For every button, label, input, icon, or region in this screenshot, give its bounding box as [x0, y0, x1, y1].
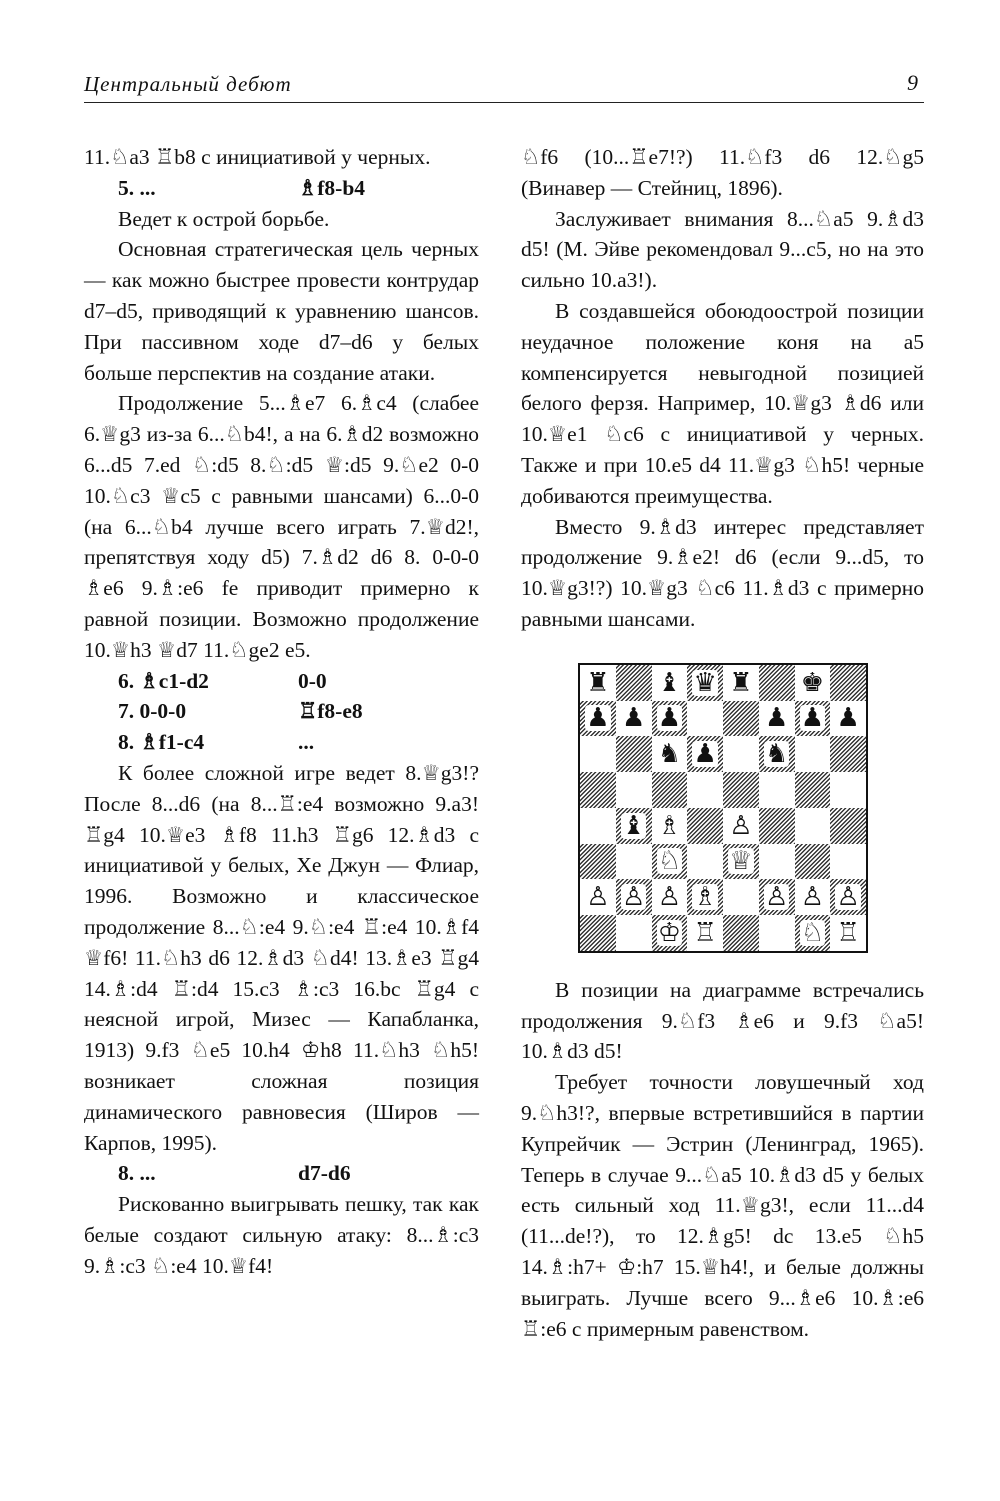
board-square	[723, 808, 759, 844]
board-square	[830, 736, 866, 772]
chess-piece: ♗	[657, 810, 682, 841]
chess-piece: ♟	[836, 703, 860, 734]
chess-piece: ♖	[836, 917, 860, 948]
board-square	[616, 879, 652, 915]
move-white: 8. ♗f1-c4	[118, 730, 205, 755]
board-square	[759, 915, 795, 951]
chess-piece: ♝	[657, 667, 682, 698]
board-square	[759, 808, 795, 844]
chess-piece: ♘	[657, 846, 682, 877]
chess-piece: ♙	[586, 882, 610, 913]
board-square	[687, 701, 723, 737]
chess-piece: ♙	[621, 882, 646, 913]
paragraph: ♘f6 (10...♖e7!?) 11.♘f3 d6 12.♘g5 (Винавер — Стейниц, 1896).	[521, 145, 924, 200]
board-square	[830, 808, 866, 844]
board-square	[580, 772, 616, 808]
chess-piece: ♙	[729, 810, 753, 841]
page-number: 9	[907, 70, 918, 95]
board-square	[830, 844, 866, 880]
board-square	[795, 915, 831, 951]
chess-board	[578, 663, 868, 953]
board-square	[616, 736, 652, 772]
board-square	[795, 772, 831, 808]
board-square	[580, 736, 616, 772]
chess-piece: ♕	[729, 846, 753, 877]
page-header	[84, 66, 924, 103]
chess-piece: ♟	[621, 703, 646, 734]
move-black: d7-d6	[298, 1161, 351, 1186]
board-square	[616, 844, 652, 880]
board-square	[580, 808, 616, 844]
move-black: ♖f8-e8	[298, 699, 363, 724]
move-line	[84, 666, 479, 697]
left-column	[84, 142, 479, 1281]
chess-piece: ♙	[764, 882, 789, 913]
board-square	[652, 701, 688, 737]
chess-piece: ♗	[693, 882, 717, 913]
board-square	[616, 701, 652, 737]
board-square	[687, 915, 723, 951]
chess-piece: ♖	[693, 917, 717, 948]
board-square	[759, 772, 795, 808]
board-square	[580, 879, 616, 915]
move-line	[84, 696, 479, 727]
chess-diagram	[578, 663, 868, 953]
board-square	[580, 665, 616, 701]
board-square	[723, 701, 759, 737]
paragraph: К более сложной игре ведет 8.♕g3!? После 8...d6 (на 8...♖:e4 возможно 9.a3! ♖g4 10.♕e3 ♗f8 11.h3 ♖g6 12.♗d3 с инициативой у белых, Хе Джун — Флиар, 1996. Возможно и классическое продолжение 8...♘:e4 9.♘:e4 ♖:e4 10.♗f4 ♕f6! 11.♘h3 d6 12.♗d3 ♘d4! 13.♗e3 ♖g4 14.♗:d4 ♖:d4 15.c3 ♗:c3 16.bc ♖g4 с неясной игрой, Мизес — Капабланка, 1913) 9.f3 ♘e5 10.h4 ♔h8 11.♘h3 ♘h5! возникает сложная позиция динамического равновесия (Широв — Карпов, 1995).	[84, 760, 479, 1155]
board-square	[795, 808, 831, 844]
board-square	[616, 915, 652, 951]
board-square	[580, 701, 616, 737]
chess-piece: ♜	[729, 667, 753, 698]
board-square	[723, 665, 759, 701]
board-square	[795, 879, 831, 915]
chess-piece: ♟	[764, 703, 789, 734]
board-square	[759, 879, 795, 915]
board-square	[830, 665, 866, 701]
board-square	[759, 665, 795, 701]
chess-piece: ♙	[836, 882, 860, 913]
board-square	[652, 736, 688, 772]
paragraph: В создавшейся обоюдоострой позиции неудачное положение коня на a5 компенсируется невыгодной позицией белого ферзя. Например, 10.♕g3 ♗d6 или 10.♕e1 ♘c6 с инициативой у черных. Также и при 10.e5 d4 11.♕g3 ♘h5! черные добиваются преимущества.	[521, 298, 924, 508]
paragraph: В позиции на диаграмме встречались продолжения 9.♘f3 ♗e6 и 9.f3 ♘a5! 10.♗d3 d5!	[521, 977, 924, 1064]
board-square	[687, 736, 723, 772]
board-square	[652, 915, 688, 951]
board-square	[687, 665, 723, 701]
paragraph: Продолжение 5...♗e7 6.♗c4 (слабее 6.♕g3 из-за 6...♘b4!, а на 6.♗d2 возможно 6...d5 7.ed ♘:d5 8.♘:d5 ♕:d5 9.♘e2 0-0 10.♘c3 ♕c5 с равными шансами) 6...0-0 (на 6...♘b4 лучше всего играть 7.♕d2!, препятствуя ходу d5) 7.♗d2 d6 8. 0-0-0 ♗e6 9.♗:e6 fe приводит примерно к равной позиции. Возможно продолжение 10.♕h3 ♕d7 11.♘ge2 e5.	[84, 391, 479, 662]
board-square	[687, 844, 723, 880]
board-square	[723, 915, 759, 951]
chess-piece: ♛	[693, 667, 717, 698]
board-square	[723, 772, 759, 808]
paragraph: Ведет к острой борьбе.	[118, 206, 330, 231]
board-square	[687, 772, 723, 808]
board-square	[652, 808, 688, 844]
board-square	[723, 736, 759, 772]
move-white: 5. ...	[118, 175, 156, 200]
chess-piece: ♙	[657, 882, 682, 913]
move-line	[84, 1158, 479, 1189]
chess-piece: ♟	[586, 703, 610, 734]
move-line	[84, 727, 479, 758]
move-line	[84, 173, 479, 204]
board-square	[580, 915, 616, 951]
board-square	[616, 665, 652, 701]
running-title: Центральный дебют	[84, 72, 292, 96]
board-square	[723, 879, 759, 915]
chess-piece: ♚	[800, 667, 825, 698]
board-square	[580, 844, 616, 880]
board-square	[830, 879, 866, 915]
board-square	[830, 915, 866, 951]
board-square	[795, 665, 831, 701]
chess-piece: ♙	[800, 882, 825, 913]
move-white: 6. ♗c1-d2	[118, 668, 209, 693]
paragraph: Вместо 9.♗d3 интерес представляет продолжение 9.♗e2! d6 (если 9...d5, то 10.♕g3!?) 10.♕g3 ♘c6 11.♗d3 с примерно равными шансами.	[521, 514, 924, 631]
chess-piece: ♞	[764, 739, 789, 770]
paragraph: Рискованно выигрывать пешку, так как белые создают сильную атаку: 8...♗:c3 9.♗:c3 ♘:e4 10.♕f4!	[84, 1192, 479, 1278]
move-white: 7. 0-0-0	[118, 699, 187, 724]
board-square	[687, 808, 723, 844]
board-square	[759, 736, 795, 772]
paragraph: Заслуживает внимания 8...♘a5 9.♗d3 d5! (М. Эйве рекомендовал 9...c5, но на это сильно 10.a3!).	[521, 206, 924, 293]
chess-piece: ♞	[657, 739, 682, 770]
board-square	[830, 701, 866, 737]
move-black: ♗f8-b4	[298, 175, 366, 200]
board-square	[795, 701, 831, 737]
paragraph: 11.♘a3 ♖b8 с инициативой у черных.	[84, 145, 431, 169]
board-square	[759, 844, 795, 880]
board-square	[652, 665, 688, 701]
chess-piece: ♟	[800, 703, 825, 734]
board-square	[795, 736, 831, 772]
move-black: 0-0	[298, 668, 327, 693]
board-square	[652, 879, 688, 915]
chess-piece: ♘	[800, 917, 825, 948]
paragraph: Основная стратегическая цель черных — как можно быстрее провести контрудар d7–d5, приводящий к уравнению шансов. При пассивном ходе d7–d6 у белых больше перспектив на создание атаки.	[84, 237, 479, 385]
chess-piece: ♜	[586, 667, 610, 698]
board-square	[616, 808, 652, 844]
chess-piece: ♟	[693, 739, 717, 770]
paragraph: Требует точности ловушечный ход 9.♘h3!?, впервые встретившийся в партии Купрейчик — Эстрин (Ленинград, 1965). Теперь в случае 9...♘a5 10.♗d3 d5 у белых есть сильный ход 11.♕g3!, если 11...d4 (11...de!?), то 12.♗g5! dc 13.e5 ♘h5 14.♗:h7+ ♔:h7 15.♕h4!, и белые должны выиграть. Лучше всего 9...♗e6 10.♗:e6 ♖:e6 с примерным равенством.	[521, 1070, 924, 1341]
board-square	[616, 772, 652, 808]
board-square	[652, 844, 688, 880]
chess-piece: ♔	[657, 917, 682, 948]
chess-piece: ♟	[657, 703, 682, 734]
board-square	[830, 772, 866, 808]
move-white: 8. ...	[118, 1161, 156, 1186]
chess-piece: ♝	[621, 810, 646, 841]
board-square	[687, 879, 723, 915]
board-square	[759, 701, 795, 737]
board-square	[723, 844, 759, 880]
board-square	[652, 772, 688, 808]
move-black: ...	[298, 730, 315, 755]
board-square	[795, 844, 831, 880]
right-column	[521, 142, 924, 1344]
